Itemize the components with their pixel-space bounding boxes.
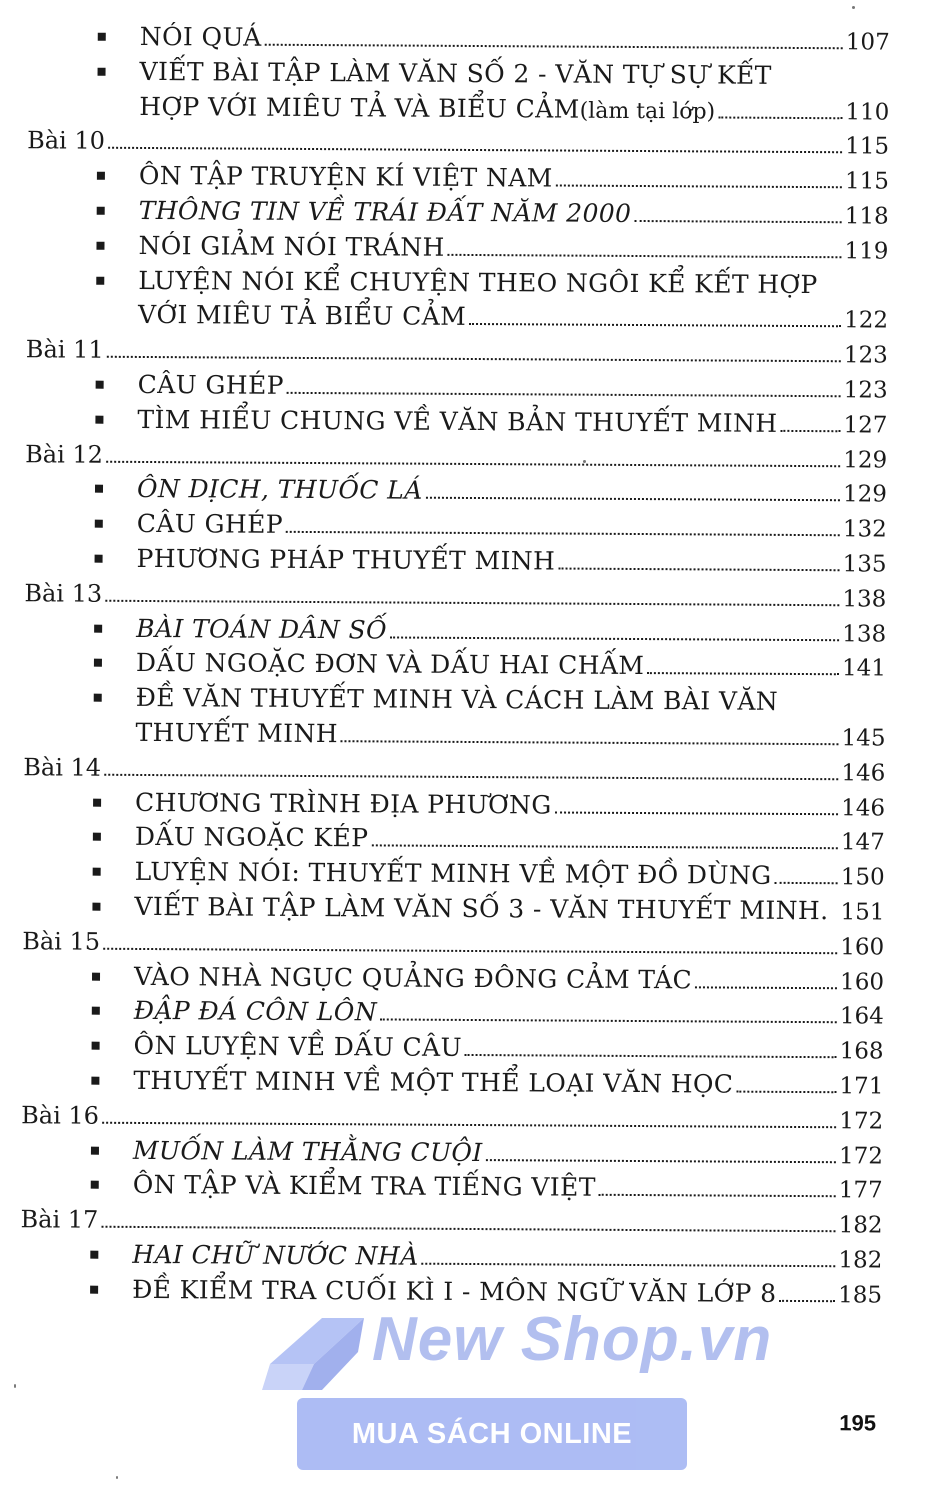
dot-leader xyxy=(105,599,839,605)
square-bullet-icon xyxy=(92,972,100,980)
toc-item-row xyxy=(25,402,887,442)
toc-title: DẤU NGOẶC KÉP xyxy=(135,820,369,856)
toc-title: HỢP VỚI MIÊU TẢ VÀ BIỂU CẢM xyxy=(139,90,580,127)
toc-section-row xyxy=(22,924,884,964)
toc-page-number: 182 xyxy=(838,1243,882,1278)
toc-page-number: 177 xyxy=(839,1174,883,1209)
square-bullet-icon xyxy=(95,415,103,423)
toc-item-row xyxy=(22,994,884,1034)
toc-title: PHƯƠNG PHÁP THUYẾT MINH xyxy=(136,542,555,579)
toc-title: TÌM HIỂU CHUNG VỀ VĂN BẢN THUYẾT MINH xyxy=(137,403,777,442)
toc-item-row xyxy=(23,820,885,860)
toc-item-row xyxy=(26,367,888,407)
toc-title: Bài 16 xyxy=(21,1098,99,1133)
toc-title: Bài 15 xyxy=(22,924,100,959)
toc-page-number: 185 xyxy=(838,1278,882,1313)
toc-item-row xyxy=(24,646,886,686)
dot-leader xyxy=(103,947,837,953)
toc-item-row xyxy=(27,158,889,198)
square-bullet-icon xyxy=(90,1285,98,1293)
toc-title: Bài 11 xyxy=(26,332,104,367)
toc-title: ÔN DỊCH, THUỐC LÁ xyxy=(137,472,423,509)
dot-leader xyxy=(422,1263,836,1268)
dot-leader xyxy=(718,116,842,119)
square-bullet-icon xyxy=(91,1146,99,1154)
dot-leader xyxy=(469,323,841,327)
toc-item-row xyxy=(21,1063,883,1103)
toc-page-number: 141 xyxy=(842,652,886,687)
dot-leader xyxy=(774,882,837,884)
toc-section-row xyxy=(21,1098,883,1138)
toc-page-number: 135 xyxy=(843,547,887,582)
toc-item-row xyxy=(22,889,884,929)
toc-title: Bài 10 xyxy=(27,124,105,159)
dot-leader xyxy=(448,254,842,258)
watermark-logo-text: New Shop.vn xyxy=(372,1304,772,1375)
dot-leader xyxy=(287,392,841,397)
toc-item-row xyxy=(27,193,889,233)
toc-page-number: 132 xyxy=(843,512,887,547)
toc-section-row xyxy=(23,750,885,790)
dot-leader xyxy=(779,1300,835,1302)
toc-title: Bài 13 xyxy=(24,576,102,611)
toc-item-row xyxy=(27,54,889,94)
toc-title: VIẾT BÀI TẬP LÀM VĂN SỐ 2 - VĂN TỰ SỰ KẾT xyxy=(139,55,771,94)
toc-item-row xyxy=(22,959,884,999)
toc-item-row xyxy=(24,541,886,581)
toc-page-number: 146 xyxy=(841,791,885,826)
toc-title: CHƯƠNG TRÌNH ĐỊA PHƯƠNG xyxy=(135,785,552,822)
dot-leader xyxy=(465,1054,837,1058)
square-bullet-icon xyxy=(91,1077,99,1085)
toc-section-row xyxy=(25,437,887,477)
toc-item-row xyxy=(21,1133,883,1173)
square-bullet-icon xyxy=(92,1007,100,1015)
toc-title: VÀO NHÀ NGỤC QUẢNG ĐÔNG CẢM TÁC xyxy=(134,959,692,997)
toc-page-number: 123 xyxy=(844,338,888,373)
toc-page-number: 129 xyxy=(843,478,887,513)
toc-title: ÔN LUYỆN VỀ DẤU CÂU xyxy=(133,1029,462,1066)
toc-title: THUYẾT MINH xyxy=(135,716,338,752)
dot-leader xyxy=(426,497,840,502)
toc-page-number: 115 xyxy=(845,130,889,165)
toc-page-number: 129 xyxy=(843,443,887,478)
toc-item-row xyxy=(24,680,886,720)
square-bullet-icon xyxy=(96,381,104,389)
toc-page-number: 145 xyxy=(841,721,885,756)
toc-item-row xyxy=(28,19,890,59)
toc-title: VIẾT BÀI TẬP LÀM VĂN SỐ 3 - VĂN THUYẾT MINH. xyxy=(134,890,828,929)
square-bullet-icon xyxy=(97,172,105,180)
dot-leader xyxy=(736,1091,836,1094)
square-bullet-icon xyxy=(93,798,101,806)
toc-page-number: 110 xyxy=(845,95,889,130)
dot-leader xyxy=(555,811,839,815)
square-bullet-icon xyxy=(94,659,102,667)
square-bullet-icon xyxy=(90,1251,98,1259)
dot-leader xyxy=(647,672,839,675)
page-number: 195 xyxy=(839,1410,876,1436)
dot-leader xyxy=(380,1019,837,1024)
toc-item-row xyxy=(24,611,886,651)
toc-page-number: 160 xyxy=(840,930,884,965)
square-bullet-icon xyxy=(94,694,102,702)
dot-leader xyxy=(486,1159,836,1163)
toc-page-number: 123 xyxy=(844,373,888,408)
scan-speck xyxy=(116,1476,118,1479)
square-bullet-icon xyxy=(97,207,105,215)
toc-page-number: 107 xyxy=(846,25,890,60)
dot-leader xyxy=(695,986,837,989)
toc-page-number: 182 xyxy=(839,1208,883,1243)
dot-leader xyxy=(102,1121,836,1127)
square-bullet-icon xyxy=(98,67,106,75)
toc-page-number: 146 xyxy=(841,756,885,791)
dot-leader xyxy=(106,460,840,466)
toc-title: THÔNG TIN VỀ TRÁI ĐẤT NĂM 2000 xyxy=(139,194,632,232)
toc-item-row xyxy=(25,506,887,546)
square-bullet-icon xyxy=(98,33,106,41)
toc-section-row xyxy=(27,124,889,164)
toc-page-number: 127 xyxy=(843,408,887,443)
square-bullet-icon xyxy=(93,868,101,876)
toc-item-row xyxy=(23,785,885,825)
toc-page-number: 119 xyxy=(844,234,888,269)
toc-title: LUYỆN NÓI: THUYẾT MINH VỀ MỘT ĐỒ DÙNG xyxy=(135,855,772,894)
toc-page-number: 151 xyxy=(840,895,884,930)
square-bullet-icon xyxy=(91,1181,99,1189)
toc-section-row xyxy=(20,1202,882,1242)
dot-leader xyxy=(107,356,841,362)
dot-leader xyxy=(108,147,842,153)
scan-speck xyxy=(14,1384,16,1388)
toc-page-number: 168 xyxy=(840,1034,884,1069)
toc-title: NÓI QUÁ xyxy=(140,20,262,56)
toc-item-continuation xyxy=(26,298,888,338)
toc-item-row xyxy=(26,263,888,303)
toc-page-number: 150 xyxy=(841,860,885,895)
square-bullet-icon xyxy=(94,624,102,632)
toc-title: THUYẾT MINH VỀ MỘT THỂ LOẠI VĂN HỌC xyxy=(133,1064,733,1102)
toc-page-number: 138 xyxy=(842,617,886,652)
dot-leader xyxy=(341,740,839,745)
toc-item-row xyxy=(25,472,887,512)
toc-item-row xyxy=(21,1028,883,1068)
dot-leader xyxy=(390,636,839,641)
toc-page-number: 160 xyxy=(840,965,884,1000)
toc-title: VỚI MIÊU TẢ BIỂU CẢM xyxy=(138,298,466,335)
dot-leader xyxy=(101,1226,835,1232)
toc-page-number: 115 xyxy=(845,164,889,199)
toc-title: DẤU NGOẶC ĐƠN VÀ DẤU HAI CHẤM xyxy=(136,646,645,684)
square-bullet-icon xyxy=(96,241,104,249)
toc-title: NÓI GIẢM NÓI TRÁNH xyxy=(138,229,444,266)
toc-title: ÔN TẬP TRUYỆN KÍ VIỆT NAM xyxy=(139,159,553,196)
toc-section-row xyxy=(24,576,886,616)
toc-item-row xyxy=(26,228,888,268)
toc-page-number: 122 xyxy=(844,304,888,339)
toc-title: LUYỆN NÓI KỂ CHUYỆN THEO NGÔI KỂ KẾT HỢP xyxy=(138,264,818,303)
dot-leader xyxy=(286,531,840,536)
toc-page-number: 164 xyxy=(840,1000,884,1035)
toc-page-number: 172 xyxy=(839,1139,883,1174)
toc-item-row xyxy=(23,854,885,894)
dot-leader xyxy=(634,220,841,223)
toc-title: BÀI TOÁN DÂN SỐ xyxy=(136,611,387,647)
dot-leader xyxy=(556,185,842,189)
toc-title: Bài 14 xyxy=(23,750,101,785)
toc-title: CÂU GHÉP xyxy=(137,507,283,543)
buy-books-online-button[interactable]: MUA SÁCH ONLINE xyxy=(297,1398,687,1470)
dot-leader xyxy=(558,567,839,571)
toc-section-row xyxy=(26,332,888,372)
toc-title: ÔN TẬP VÀ KIỂM TRA TIẾNG VIỆT xyxy=(133,1168,596,1206)
dot-leader xyxy=(104,773,838,779)
square-bullet-icon xyxy=(95,520,103,528)
square-bullet-icon xyxy=(92,903,100,911)
toc-title: Bài 17 xyxy=(20,1202,98,1237)
square-bullet-icon xyxy=(96,276,104,284)
scan-speck xyxy=(583,460,586,463)
square-bullet-icon xyxy=(95,485,103,493)
dot-leader xyxy=(265,44,843,50)
square-bullet-icon xyxy=(92,1042,100,1050)
toc-item-continuation xyxy=(23,715,885,755)
toc-title: ĐỀ KIỂM TRA CUỐI KÌ I - MÔN NGỮ VĂN LỚP 8 xyxy=(132,1273,777,1312)
toc-page-number: 147 xyxy=(841,826,885,861)
toc-page-number: 172 xyxy=(839,1104,883,1139)
toc-title: CÂU GHÉP xyxy=(138,368,284,404)
dot-leader xyxy=(371,845,838,850)
toc-page-number: 171 xyxy=(839,1069,883,1104)
toc-item-continuation xyxy=(27,89,889,129)
square-bullet-icon xyxy=(95,555,103,563)
toc-page-number: 118 xyxy=(845,199,889,234)
scan-speck xyxy=(852,6,855,9)
table-of-contents xyxy=(20,19,890,1312)
square-bullet-icon xyxy=(93,833,101,841)
toc-item-row xyxy=(21,1168,883,1208)
dot-leader xyxy=(599,1194,836,1197)
dot-leader xyxy=(781,430,841,432)
toc-title: Bài 12 xyxy=(25,437,103,472)
toc-item-row xyxy=(20,1237,882,1277)
toc-title: MUỐN LÀM THẰNG CUỘI xyxy=(133,1133,483,1170)
toc-title-note: (làm tại lớp) xyxy=(580,94,716,130)
toc-page-number: 138 xyxy=(842,582,886,617)
toc-title: ĐỀ VĂN THUYẾT MINH VÀ CÁCH LÀM BÀI VĂN xyxy=(136,681,779,720)
toc-title: HAI CHỮ NƯỚC NHÀ xyxy=(132,1238,418,1275)
toc-title: ĐẬP ĐÁ CÔN LÔN xyxy=(134,994,377,1030)
